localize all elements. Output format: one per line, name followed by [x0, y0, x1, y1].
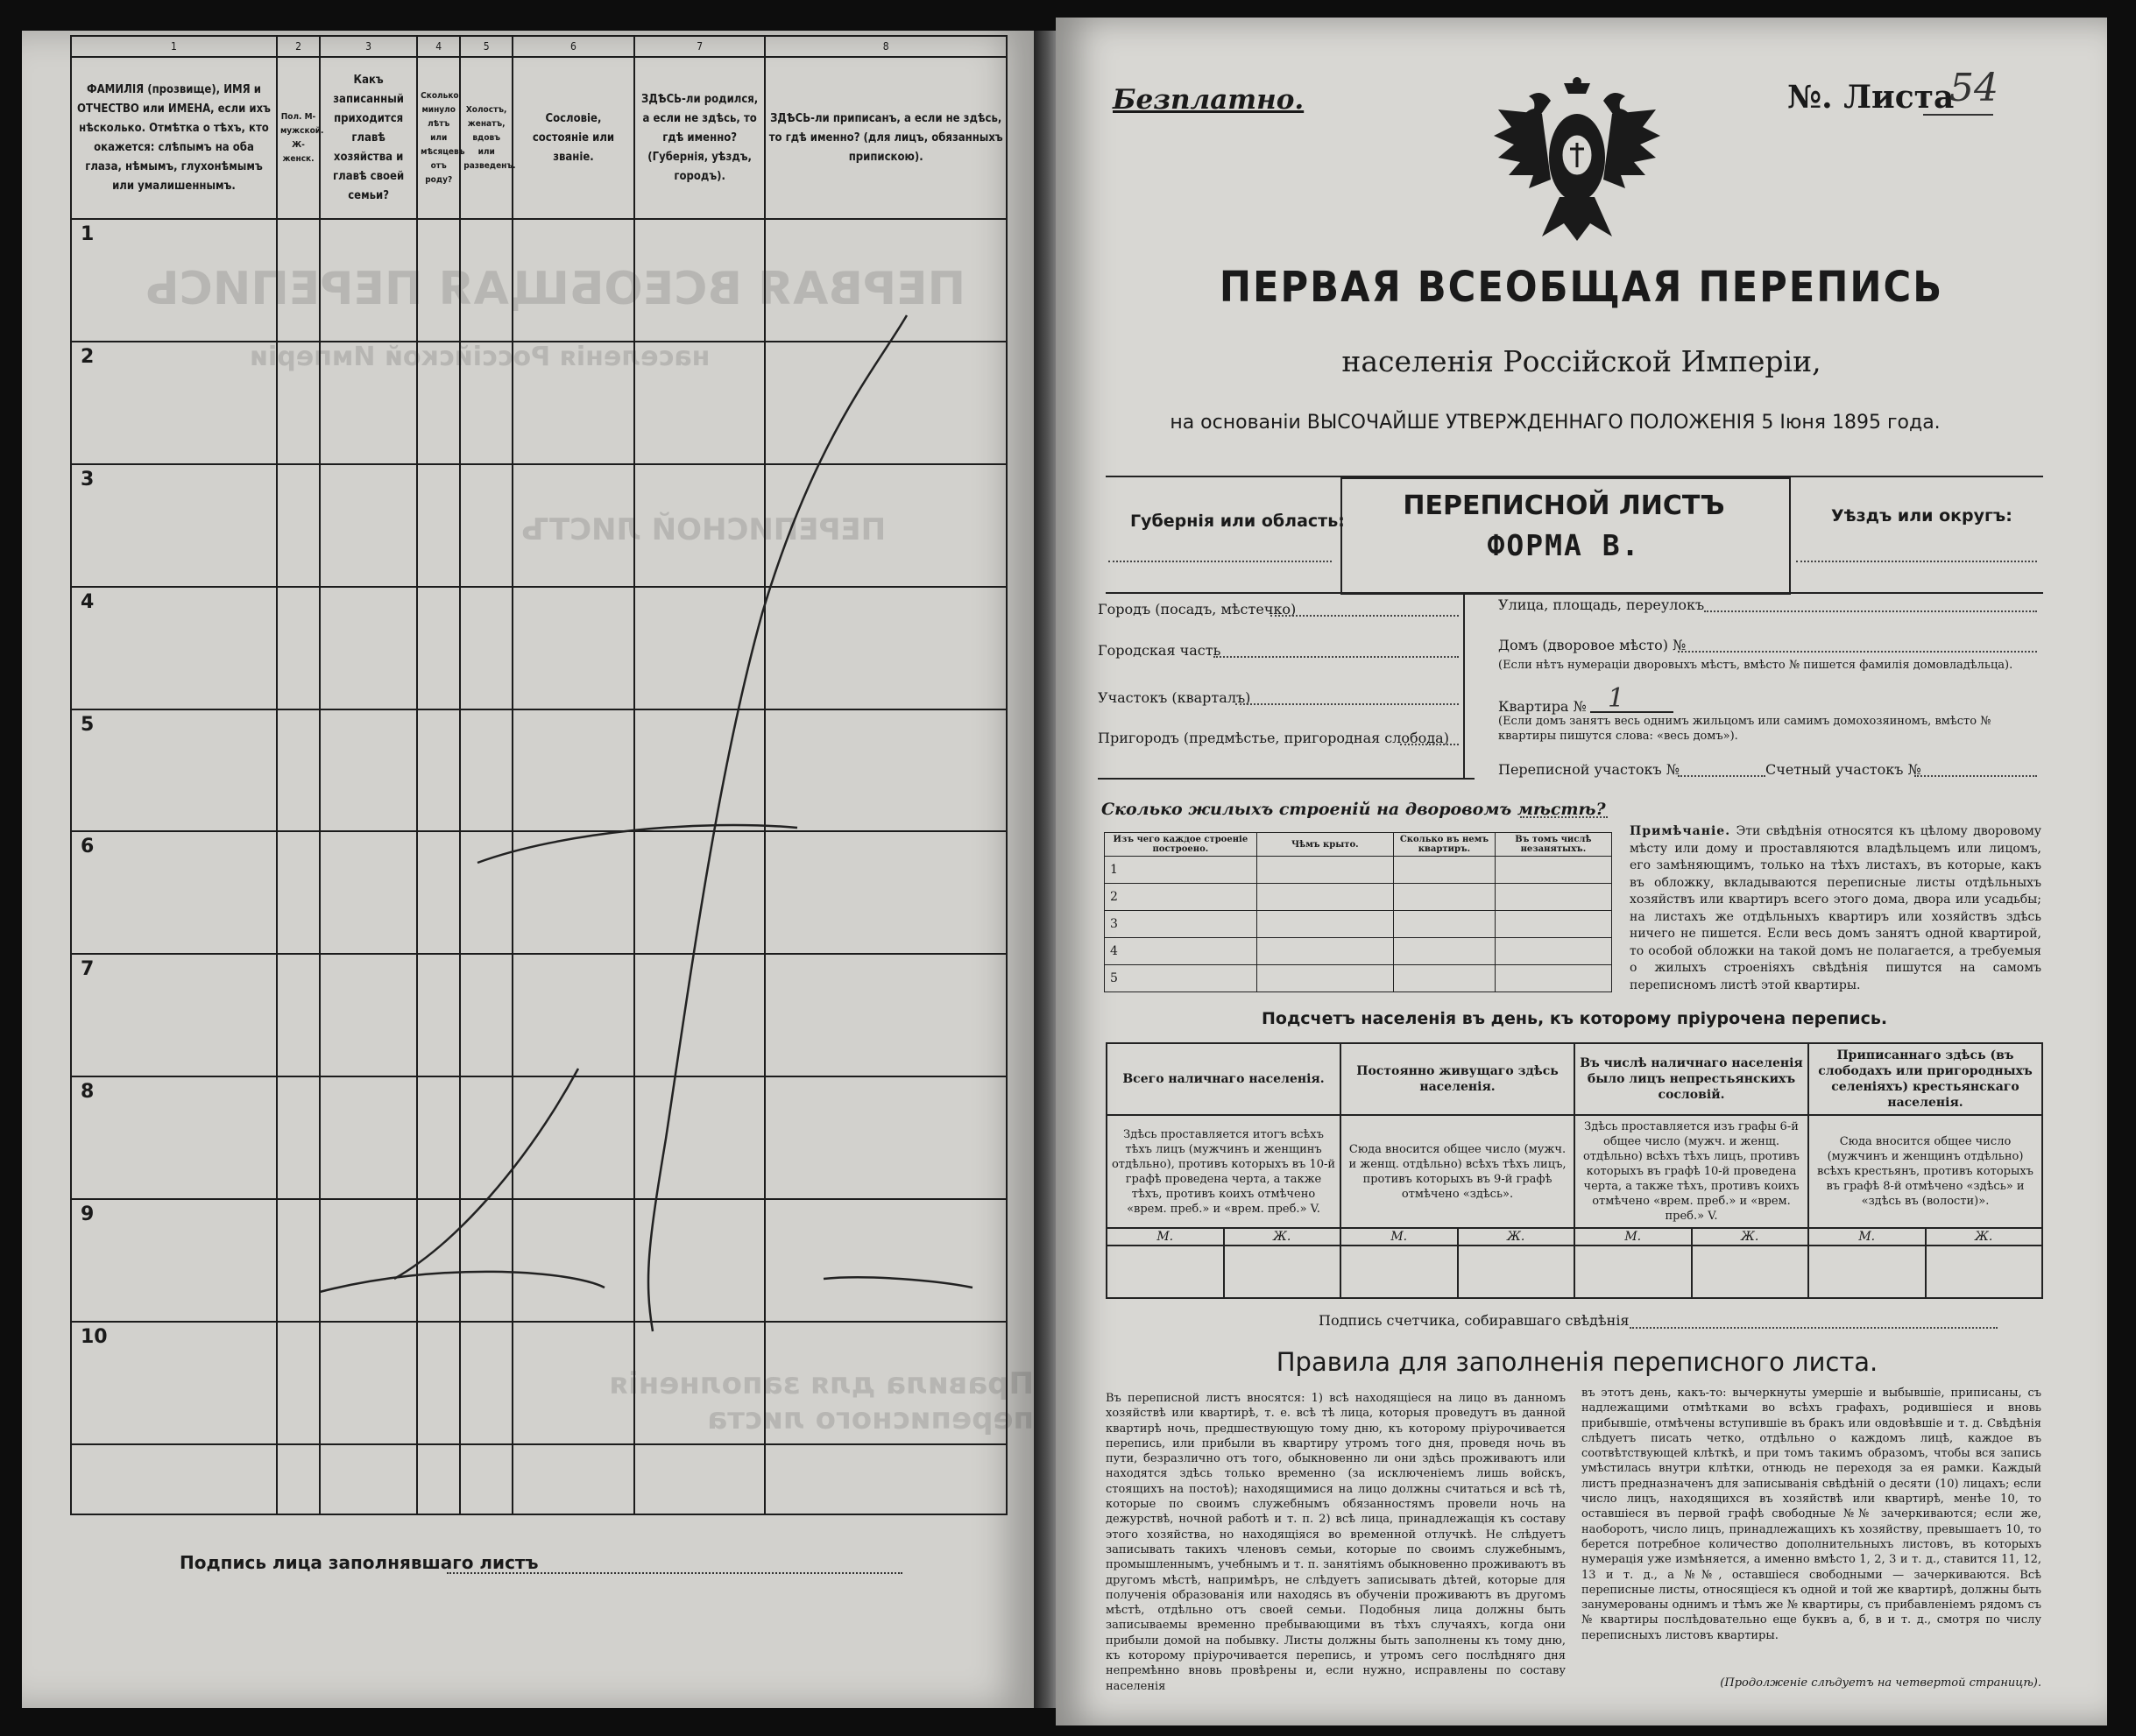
- row-number: 4: [81, 590, 95, 613]
- header-bottom-rule: [1106, 592, 2043, 594]
- count-description: Здѣсь проставляется итогъ всѣхъ тѣхъ лицъ (мужчинъ и женщинъ отдѣльно), противъ которыхъ въ 10-й графѣ проведена черта, а также тѣхъ, противъ коихъ отмѣчено «врем. преб.» и «врем. преб.» V.: [1107, 1115, 1340, 1228]
- guberniya-label: Губернія или область:: [1130, 512, 1345, 531]
- count-cell[interactable]: [1574, 1246, 1692, 1298]
- rules-text-right: въ этотъ день, какъ-то: вычеркнуты умершіе и выбывшіе, приписаны, съ надлежащими отмѣтками во всѣхъ графахъ, родившіеся и вновь прибывшіе, отмѣчены вступившіе въ бракъ или овдовѣвшіе и т. д. Свѣдѣнія слѣдуетъ писать четко, отдѣльно о каждомъ лицѣ, каждое въ соотвѣтствующей клѣткѣ, и при томъ такимъ образомъ, чтобы вся запись умѣстилась внутри клѣтки, отнюдь не переходя за ея рамки. Каждый листъ предназначенъ для записыванія свѣдѣній о десяти (10) лицахъ; если число лицъ, находящихся въ хозяйствѣ или квартирѣ, менѣе 10, то оставшіеся въ первой графѣ свободные №№ зачеркиваются; если же, наоборотъ, число лицъ, принадлежащихъ къ хозяйству, превышаетъ 10, то берется потребное количество дополнительныхъ листовъ, въ которыхъ нумерація уже измѣняется, а именно вмѣсто 1, 2, 3 и т. д., ставится 11, 12, 13 и т. д., а №№, оставшіеся свободными — зачеркиваются. Всѣ переписные листы, относящіеся къ одной и той же квартирѣ, должны быть занумерованы однимъ и тѣмъ же № квартиры, съ прибавленіемъ рядомъ съ № квартиры послѣдовательно еще буквъ а, б, в и т. д., смотря по числу переписныхъ листовъ квартиры.: [1581, 1387, 2041, 1642]
- handwritten-dash-stroke: [0, 0, 1034, 1736]
- buildings-table: [1104, 832, 1612, 992]
- street-field[interactable]: [1704, 610, 2037, 612]
- building-cell[interactable]: [1394, 884, 1496, 911]
- double-headed-eagle-icon: [1489, 74, 1665, 245]
- building-cell[interactable]: [1256, 884, 1393, 911]
- building-row-number[interactable]: 3: [1105, 911, 1257, 938]
- bleed-through-text: ПЕРЕПИСНОЙ ЛИСТЪ: [521, 512, 887, 547]
- header-registered: ЗДѢСЬ-ли приписанъ, а если не здѣсь, то гдѣ именно? (для лицъ, обязанныхъ припискою).: [765, 57, 1007, 219]
- count-description: Здѣсь проставляется изъ графы 6-й общее число (мужч. и женщ. отдѣльно) всѣхъ тѣхъ лицъ, противъ которыхъ въ графѣ 10-й проведена черта, а также тѣхъ, противъ коихъ отмѣчено «врем. преб.» и «врем. преб.» V.: [1574, 1115, 1808, 1228]
- building-cell[interactable]: [1256, 965, 1393, 992]
- house-label: Домъ (дворовое мѣсто) №: [1498, 637, 1687, 653]
- col-number: 4: [417, 36, 460, 57]
- rules-continued: (Продолженіе слѣдуетъ на четвертой страницѣ).: [1720, 1676, 2041, 1690]
- guberniya-field[interactable]: [1108, 561, 1332, 562]
- bld-header: Чѣмъ крыто.: [1256, 833, 1393, 857]
- count-header: Въ числѣ наличнаго населенія было лицъ непрестьянскихъ сословій.: [1574, 1043, 1808, 1115]
- building-row: [1105, 884, 1612, 911]
- count-header: Всего наличнаго населенія.: [1107, 1043, 1340, 1115]
- col-number: 7: [634, 36, 766, 57]
- counter-signature-label: Подпись счетчика, собиравшаго свѣдѣнія: [1319, 1312, 1630, 1329]
- header-age: Сколько минуло лѣтъ или мѣсяцевъ отъ роду?: [417, 57, 460, 219]
- count-cell[interactable]: [1224, 1246, 1341, 1298]
- count-title: Подсчетъ населенія въ день, къ которому пріурочена перепись.: [1262, 1009, 1888, 1028]
- female-label: Ж.: [1926, 1228, 2043, 1246]
- city-field[interactable]: [1270, 615, 1459, 617]
- count-cell[interactable]: [1692, 1246, 1809, 1298]
- building-cell[interactable]: [1495, 911, 1611, 938]
- bld-header: Изъ чего каждое строеніе построено.: [1105, 833, 1257, 857]
- uezd-label: Уѣздъ или округъ:: [1831, 506, 2012, 526]
- buildings-note: [1630, 823, 2041, 994]
- apartment-note: (Если домъ занятъ весь однимъ жильцомъ или самимъ домохозяиномъ, вмѣсто № квартиры пишутся слова: «весь домъ»).: [1498, 715, 1991, 743]
- building-cell[interactable]: [1394, 857, 1496, 884]
- male-label: М.: [1107, 1228, 1224, 1246]
- row-number: 3: [81, 468, 95, 490]
- row-number: 1: [81, 223, 95, 245]
- row-number: 9: [81, 1203, 95, 1226]
- fields-separator: [1098, 778, 1475, 780]
- count-cell[interactable]: [1107, 1246, 1224, 1298]
- city-part-field[interactable]: [1213, 656, 1459, 658]
- count-cell[interactable]: [1808, 1246, 1926, 1298]
- rules-title: Правила для заполненія переписного листа.: [1276, 1347, 1878, 1377]
- building-cell[interactable]: [1256, 911, 1393, 938]
- building-cell[interactable]: [1256, 857, 1393, 884]
- building-cell[interactable]: [1495, 965, 1611, 992]
- building-row-number[interactable]: 1: [1105, 857, 1257, 884]
- building-cell[interactable]: [1394, 965, 1496, 992]
- female-label: Ж.: [1692, 1228, 1809, 1246]
- row-number: 6: [81, 836, 95, 858]
- count-district-label: Счетный участокъ №: [1765, 761, 1921, 778]
- row-number: 7: [81, 958, 95, 981]
- district-field[interactable]: [1235, 703, 1459, 705]
- suburb-field[interactable]: [1400, 744, 1459, 745]
- building-cell[interactable]: [1394, 938, 1496, 965]
- bld-header: Сколько въ немъ квартиръ.: [1394, 833, 1496, 857]
- note-label: Примѣчаніе.: [1630, 824, 1731, 838]
- sheet-number-line: [1923, 114, 1993, 116]
- col-number: 5: [460, 36, 513, 57]
- building-row-number[interactable]: 5: [1105, 965, 1257, 992]
- header-birthplace: ЗДѢСЬ-ли родился, а если не здѣсь, то гдѣ именно? (Губернія, уѣздъ, городъ).: [634, 57, 766, 219]
- count-header: Приписаннаго здѣсь (въ слободахъ или пригородныхъ селеніяхъ) крестьянскаго населенія.: [1808, 1043, 2042, 1115]
- bleed-through-text: ПЕРВАЯ ВСЕОБЩАЯ ПЕРЕПИСЬ: [145, 263, 966, 315]
- building-row: [1105, 857, 1612, 884]
- dwelling-question: Сколько жилыхъ строеній на дворовомъ мѣстѣ?: [1101, 800, 1606, 819]
- building-cell[interactable]: [1495, 938, 1611, 965]
- row-number: 8: [81, 1081, 95, 1104]
- rules-text-left: Въ переписной листъ вносятся: 1) всѣ находящіеся на лицо въ данномъ хозяйствѣ или квартирѣ, т. е. всѣ тѣ лица, которыя проведутъ въ данной квартирѣ ночь, предшествующую тому дню, къ которому пріурочивается перепись, или прибыли въ квартиру утромъ того дня, проведя ночь въ пути, безразлично отъ того, обыкновенно ли они здѣсь проживаютъ или находятся здѣсь только временно (за исключеніемъ лишь войскъ, стоящихъ на постоѣ); находящимися на лицо должны считаться и всѣ тѣ, которые по своимъ служебнымъ обязанностямъ провели ночь на дежурствѣ, ночной работѣ и т. п. 2) всѣ лица, принадлежащія къ составу этого хозяйства, но находящіяся во временной отлучкѣ. Не слѣдуетъ записывать такихъ членовъ семьи, которые по своимъ служебнымъ, промышленнымъ, учебнымъ и т. п. занятіямъ обыкновенно проживаютъ въ другомъ мѣстѣ, напримѣръ, не слѣдуетъ записывать дѣтей, которые для полученія образованія или находясь въ обученіи проживаютъ въ другомъ мѣстѣ, отдѣльно отъ своей семьи. Подобныя лица должны быть записываемы временно пребывающими въ тѣхъ случаяхъ, когда они прибыли домой на побывку. Листы должны быть заполнены къ тому дню, къ которому пріурочивается перепись, и утромъ сего послѣдняго дня непремѣнно вновь провѣрены и, если нужно, исправлены по составу населенія: [1106, 1392, 1566, 1693]
- count-description: Сюда вносится общее число (мужч. и женщ. отдѣльно) всѣхъ тѣхъ лицъ, противъ которыхъ въ 9-й графѣ отмѣчено «здѣсь».: [1340, 1115, 1574, 1228]
- building-row: [1105, 911, 1612, 938]
- free-label: Безплатно.: [1113, 84, 1305, 116]
- count-cell[interactable]: [1926, 1246, 2043, 1298]
- header-marital: Холостъ, женатъ, вдовъ или разведенъ.: [460, 57, 513, 219]
- female-label: Ж.: [1224, 1228, 1341, 1246]
- form-subtitle: ФОРМА В.: [1487, 528, 1641, 562]
- census-district-field[interactable]: [1678, 775, 1765, 777]
- male-label: М.: [1808, 1228, 1926, 1246]
- count-district-field[interactable]: [1914, 775, 2037, 777]
- building-row: [1105, 965, 1612, 992]
- col-number: 6: [513, 36, 634, 57]
- col-number: 2: [277, 36, 320, 57]
- count-cell[interactable]: [1458, 1246, 1575, 1298]
- suburb-label: Пригородъ (предмѣстье, пригородная слобода): [1098, 730, 1449, 746]
- col-number: 3: [320, 36, 417, 57]
- house-note: (Если нѣтъ нумераціи дворовыхъ мѣстъ, вмѣсто № пишется фамилія домовладѣльца).: [1498, 659, 2013, 672]
- count-cell[interactable]: [1340, 1246, 1458, 1298]
- uezd-field[interactable]: [1796, 561, 2037, 562]
- building-cell[interactable]: [1495, 884, 1611, 911]
- sheet-number-handwritten: 54: [1949, 66, 1998, 110]
- building-row-number[interactable]: 4: [1105, 938, 1257, 965]
- header-estate: Сословіе, состояніе или званіе.: [513, 57, 634, 219]
- left-signature-label: Подпись лица заполнявшаго листъ: [180, 1552, 539, 1573]
- street-label: Улица, площадь, переулокъ: [1498, 596, 1705, 613]
- city-label: Городъ (посадъ, мѣстечко): [1098, 601, 1297, 617]
- district-label: Участокъ (кварталъ): [1098, 689, 1251, 706]
- building-row: [1105, 938, 1612, 965]
- male-label: М.: [1574, 1228, 1692, 1246]
- building-cell[interactable]: [1394, 911, 1496, 938]
- female-label: Ж.: [1458, 1228, 1575, 1246]
- note-text: Эти свѣдѣнія относятся къ цѣлому дворовому мѣсту или дому и проставляются владѣльцемъ или лицомъ, его замѣняющимъ, только на тѣхъ листахъ, въ которые, какъ въ обложку, вкладываются переписные листы отдѣльныхъ хозяйствъ или квартиръ всего этого дома, двора или усадьбы; на листахъ же отдѣльныхъ квартиръ или хозяйствъ здѣсь ничего не пишется. Если весь домъ занятъ одной квартирой, то особой обложки на такой домъ не полагается, а требуемыя о жилыхъ строеніяхъ свѣдѣнія пишутся на самомъ переписномъ листѣ этой квартиры.: [1630, 824, 2042, 992]
- census-basis: на основаніи ВЫСОЧАЙШЕ УТВЕРЖДЕННАГО ПОЛОЖЕНІЯ 5 Іюня 1895 года.: [1170, 412, 1941, 434]
- building-cell[interactable]: [1256, 938, 1393, 965]
- building-row-number[interactable]: 2: [1105, 884, 1257, 911]
- house-field[interactable]: [1678, 651, 2037, 653]
- dwelling-count-field[interactable]: [1520, 816, 1608, 818]
- male-label: М.: [1340, 1228, 1458, 1246]
- census-district-label: Переписной участокъ №: [1498, 761, 1680, 778]
- apartment-label: Квартира №: [1498, 698, 1587, 715]
- apartment-field[interactable]: [1590, 711, 1673, 713]
- census-subtitle: населенія Россійской Имперіи,: [1341, 344, 1821, 378]
- bleed-through-text: Правила для заполненія переписного листа: [609, 1366, 1034, 1436]
- col-number: 1: [71, 36, 277, 57]
- row-number: 5: [81, 713, 95, 736]
- city-part-label: Городская часть: [1098, 642, 1221, 659]
- header-relation: Какъ записанный приходится главѣ хозяйства и главѣ своей семьи?: [320, 57, 417, 219]
- bld-header: Въ томъ числѣ незанятыхъ.: [1495, 833, 1611, 857]
- fields-divider: [1463, 592, 1465, 778]
- header-name: ФАМИЛІЯ (прозвище), ИМЯ и ОТЧЕСТВО или ИМЕНА, если ихъ нѣсколько. Отмѣтка о тѣхъ, кто окажется: слѣпымъ на оба глаза, нѣмымъ, глухонѣмымъ или умалишеннымъ.: [71, 57, 277, 219]
- counter-signature-line[interactable]: [1630, 1327, 1998, 1329]
- count-description: Сюда вносится общее число (мужчинъ и женщинъ отдѣльно) всѣхъ крестьянъ, противъ которыхъ въ графѣ 8-й отмѣчено «здѣсь» и «здѣсь въ (волости)».: [1808, 1115, 2042, 1228]
- row-number: 2: [81, 345, 95, 368]
- population-count-table: [1106, 1042, 2043, 1270]
- col-number: 8: [765, 36, 1007, 57]
- row-number: 10: [81, 1326, 108, 1349]
- apartment-value: 1: [1608, 683, 1625, 714]
- sheet-number-label: №. Листа: [1787, 79, 1955, 116]
- form-title: ПЕРЕПИСНОЙ ЛИСТЪ: [1403, 490, 1725, 521]
- count-header: Постоянно живущаго здѣсь населенія.: [1340, 1043, 1574, 1115]
- census-title: ПЕРВАЯ ВСЕОБЩАЯ ПЕРЕПИСЬ: [1219, 263, 1944, 312]
- bleed-through-text: населенія Россійской Имперіи: [250, 342, 711, 372]
- building-cell[interactable]: [1495, 857, 1611, 884]
- header-sex: Пол. М-мужской. Ж-женск.: [277, 57, 320, 219]
